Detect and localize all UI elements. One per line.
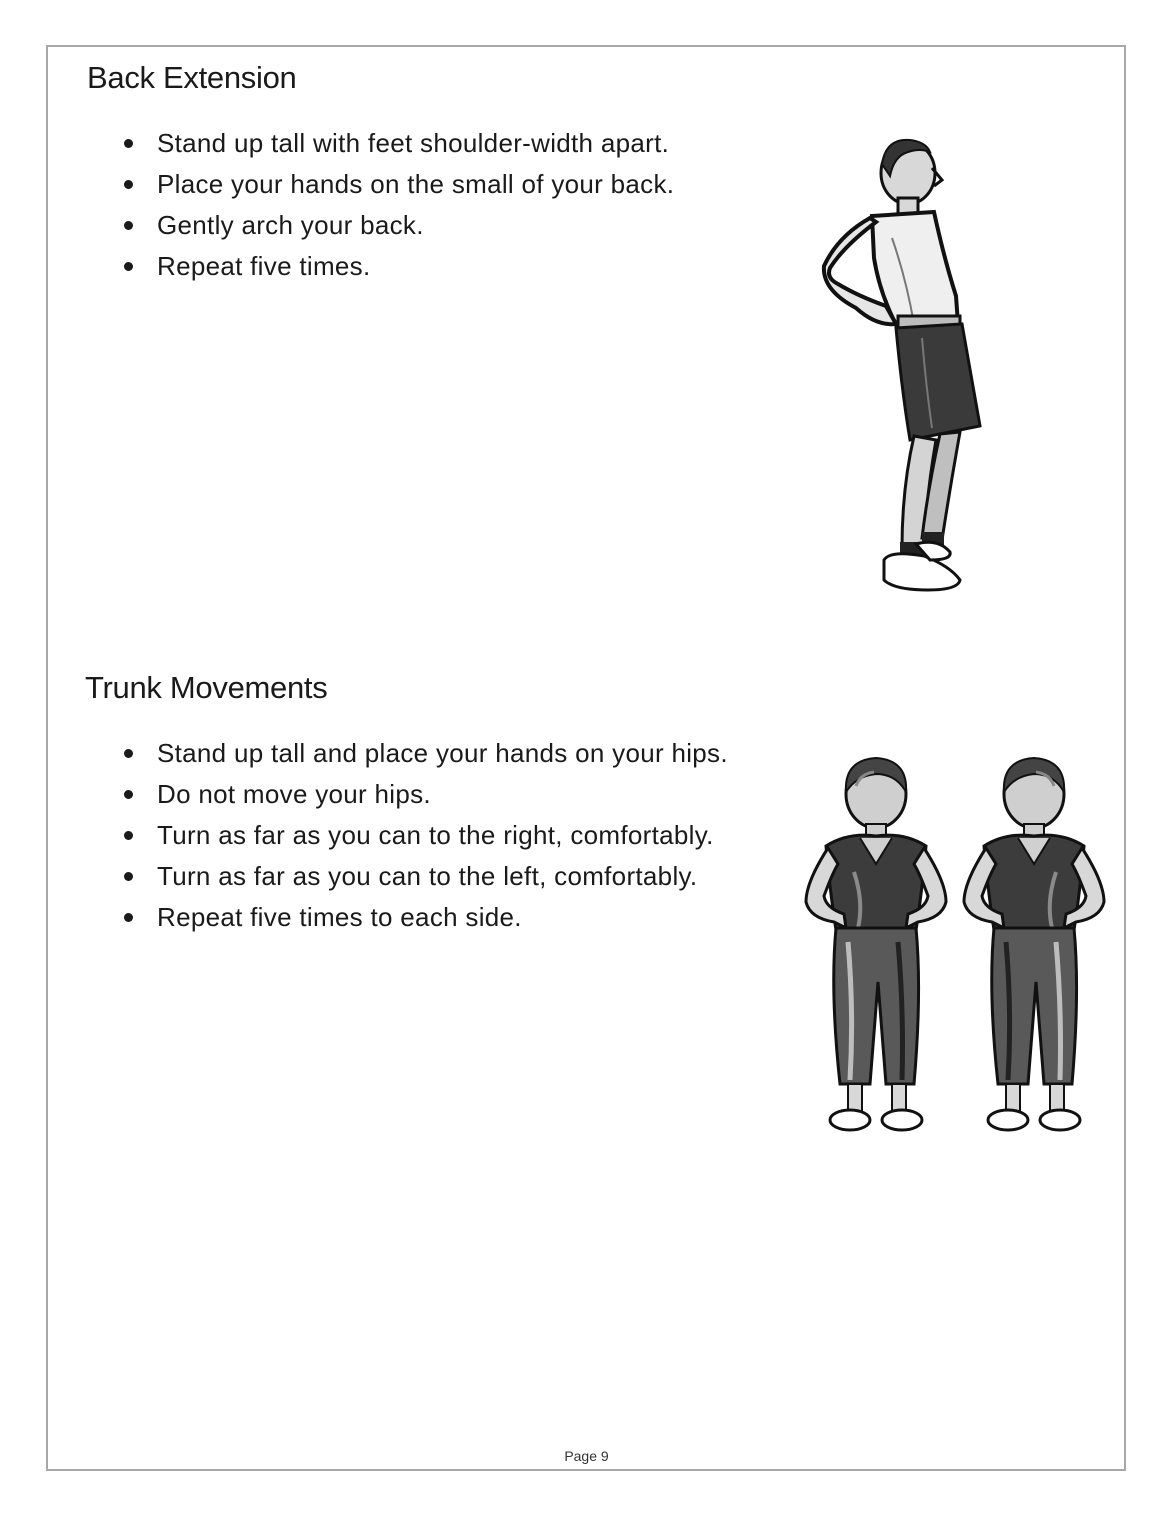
list-item: Place your hands on the small of your back. — [124, 167, 674, 208]
list-item: Do not move your hips. — [124, 777, 728, 818]
back-extension-steps — [124, 126, 674, 290]
woman-figure-right — [964, 758, 1104, 1130]
back-extension-illustration — [810, 128, 990, 608]
list-item: Stand up tall with feet shoulder-width apart. — [124, 126, 674, 167]
page-number: Page 9 — [564, 1448, 609, 1464]
list-item: Turn as far as you can to the left, comfortably. — [124, 859, 728, 900]
trunk-movements-heading: Trunk Movements — [85, 670, 328, 705]
trunk-movements-steps — [124, 736, 728, 941]
woman-figure-left — [806, 758, 946, 1130]
list-item: Repeat five times to each side. — [124, 900, 728, 941]
list-item: Repeat five times. — [124, 249, 674, 290]
list-item: Turn as far as you can to the right, comfortably. — [124, 818, 728, 859]
back-extension-heading: Back Extension — [87, 60, 297, 95]
trunk-movements-illustration — [798, 752, 1118, 1136]
list-item: Stand up tall and place your hands on your hips. — [124, 736, 728, 777]
list-item: Gently arch your back. — [124, 208, 674, 249]
